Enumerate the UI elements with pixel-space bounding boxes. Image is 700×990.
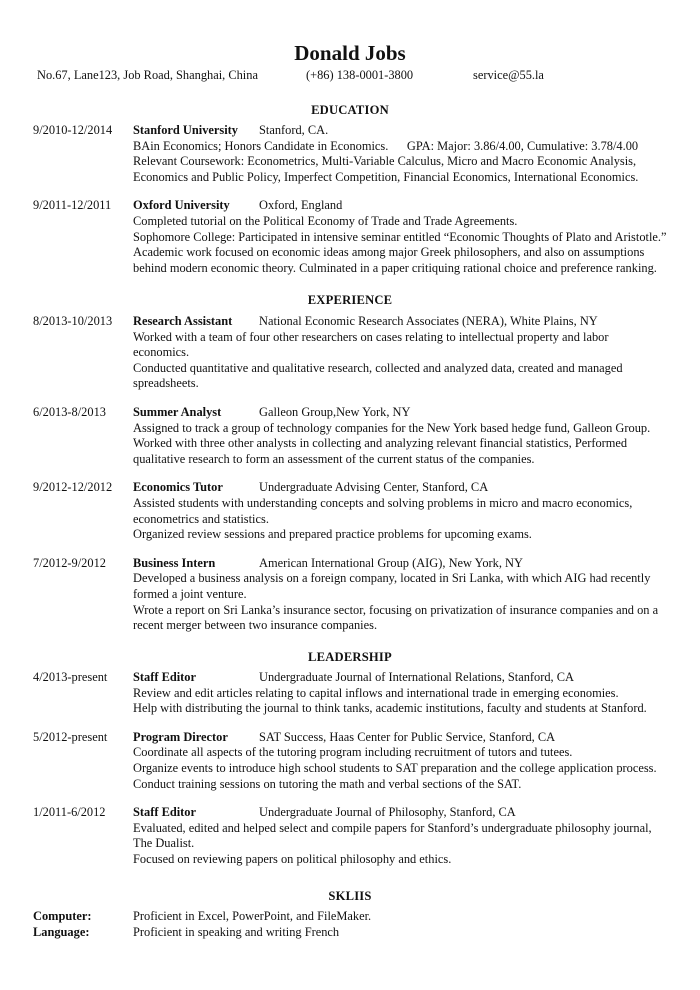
entry-line: Assisted students with understanding concepts and solving problems in micro and macro economics, [133, 495, 633, 510]
leadership-section [0, 649, 700, 868]
entry-line: Relevant Coursework: Econometrics, Multi-Variable Calculus, Micro and Macro Economic Analysis, [133, 154, 637, 169]
entry-line: Conduct training sessions on tutoring the math and verbal sections of the SAT. [133, 776, 522, 791]
contact-line [37, 68, 667, 84]
entry-place: SAT Success, Haas Center for Public Service, Stanford, CA [259, 729, 556, 744]
entry-place: Galleon Group,New York, NY [259, 404, 411, 419]
entry-role: Staff Editor [133, 670, 196, 684]
skill-label: Computer: [33, 909, 92, 923]
experience-entry-nera [33, 314, 673, 392]
entry-line: formed a joint venture. [133, 586, 247, 601]
entry-line: Conducted quantitative and qualitative research, collected and analyzed data, created and managed [133, 360, 623, 375]
experience-entry-aig [33, 556, 673, 634]
skill-value: Proficient in speaking and writing French [133, 924, 340, 939]
entry-date: 9/2011-12/2011 [33, 198, 112, 213]
leadership-entry-sat [33, 730, 673, 792]
entry-line: qualitative research to form an assessment of the current status of the companies. [133, 451, 535, 466]
contact-phone: (+86) 138-0001-3800 [306, 68, 414, 82]
contact-email: service@55.la [473, 68, 544, 82]
entry-line: Wrote a report on Sri Lanka’s insurance sector, focusing on privatization of insurance companies and on a [133, 602, 659, 617]
experience-section [0, 292, 700, 634]
entry-line: Review and edit articles relating to capital inflows and international trade in emerging economies. [133, 685, 619, 700]
leadership-entry-philosophy [33, 805, 673, 867]
entry-line: Worked with three other analysts in collecting and analyzing relevant financial statistics, Performed [133, 436, 628, 451]
entry-line: spreadsheets. [133, 376, 199, 391]
entry-line: Academic work focused on economic ideas among major Greek philosophers, and also on assumptions [133, 245, 645, 260]
entry-line: recent merger between two insurance companies. [133, 618, 378, 633]
entry-role: Research Assistant [133, 314, 233, 328]
entry-line: Organized review sessions and prepared practice problems for upcoming exams. [133, 527, 532, 542]
education-section [0, 102, 700, 276]
skill-value: Proficient in Excel, PowerPoint, and FileMaker. [133, 909, 372, 923]
entry-line: econometrics and statistics. [133, 511, 269, 526]
experience-entry-galleon [33, 405, 673, 467]
resume-name: Donald Jobs [294, 41, 406, 65]
contact-address: No.67, Lane123, Job Road, Shanghai, China [37, 68, 258, 82]
skills-row-language [33, 925, 700, 941]
entry-place: Undergraduate Journal of Philosophy, Stanford, CA [259, 805, 516, 820]
skills-section [0, 888, 700, 940]
leadership-entry-ir-journal [33, 670, 673, 717]
entry-line: Evaluated, edited and helped select and compile papers for Stanford’s undergraduate philosophy journal, [133, 820, 652, 835]
entry-line: Completed tutorial on the Political Economy of Trade and Trade Agreements. [133, 213, 518, 228]
entry-date: 9/2012-12/2012 [33, 480, 113, 495]
entry-line: BAin Economics; Honors Candidate in Economics. GPA: Major: 3.86/4.00, Cumulative: 3.78/4.00 [133, 138, 639, 153]
experience-entry-tutor [33, 480, 673, 542]
entry-role: Summer Analyst [133, 404, 222, 419]
entry-date: 4/2013-present [33, 670, 108, 684]
section-title-education: EDUCATION [311, 103, 389, 117]
entry-place: Undergraduate Advising Center, Stanford, CA [259, 480, 489, 495]
entry-line: Organize events to introduce high school students to SAT preparation and the college application process. [133, 760, 657, 775]
entry-place: Stanford, CA. [259, 123, 329, 137]
entry-place: American International Group (AIG), New York, NY [259, 555, 523, 570]
entry-line: Worked with a team of four other researchers on cases relating to intellectual property and labor [133, 329, 609, 344]
entry-line: Focused on reviewing papers on political philosophy and ethics. [133, 851, 452, 866]
entry-date: 7/2012-9/2012 [33, 555, 106, 570]
entry-role: Staff Editor [133, 805, 196, 820]
entry-role: Stanford University [133, 123, 238, 137]
education-entry-oxford [33, 198, 673, 276]
entry-line: Help with distributing the journal to think tanks, academic institutions, faculty and students at Stanford. [133, 701, 647, 716]
section-title-leadership: LEADERSHIP [308, 650, 392, 664]
skills-row-computer [33, 909, 700, 925]
entry-line: Coordinate all aspects of the tutoring program including recruitment of tutors and tutees. [133, 745, 573, 760]
skill-label: Language: [33, 924, 90, 939]
entry-role: Economics Tutor [133, 480, 223, 495]
entry-place: Undergraduate Journal of International Relations, Stanford, CA [259, 670, 574, 684]
entry-line: The Dualist. [133, 836, 195, 851]
entry-role: Program Director [133, 729, 228, 744]
entry-line: economics. [133, 345, 190, 360]
entry-date: 8/2013-10/2013 [33, 314, 113, 328]
entry-role: Oxford University [133, 198, 230, 213]
entry-date: 9/2010-12/2014 [33, 123, 113, 137]
education-entry-stanford [33, 123, 673, 185]
entry-place: National Economic Research Associates (NERA), White Plains, NY [259, 314, 598, 328]
section-title-experience: EXPERIENCE [307, 293, 393, 307]
entry-line: behind modern economic theory. Culminated in a paper critiquing rational choice and preference ranking. [133, 260, 657, 275]
entry-date: 1/2011-6/2012 [33, 805, 106, 820]
entry-line: Economics and Public Policy, Imperfect Competition, Financial Economics, International Economics. [133, 169, 639, 184]
entry-date: 6/2013-8/2013 [33, 404, 106, 419]
entry-date: 5/2012-present [33, 729, 108, 744]
entry-line: Sophomore College: Participated in intensive seminar entitled “Economic Thoughts of Plato and Aristotle.” [133, 229, 667, 244]
entry-line: Assigned to track a group of technology companies for the New York based hedge fund, Galleon Group. [133, 420, 651, 435]
entry-place: Oxford, England [259, 198, 343, 213]
section-title-skills: SKLIIS [328, 889, 372, 903]
entry-role: Business Intern [133, 555, 216, 570]
entry-line: Developed a business analysis on a foreign company, located in Sri Lanka, with which AIG had recently [133, 571, 651, 586]
